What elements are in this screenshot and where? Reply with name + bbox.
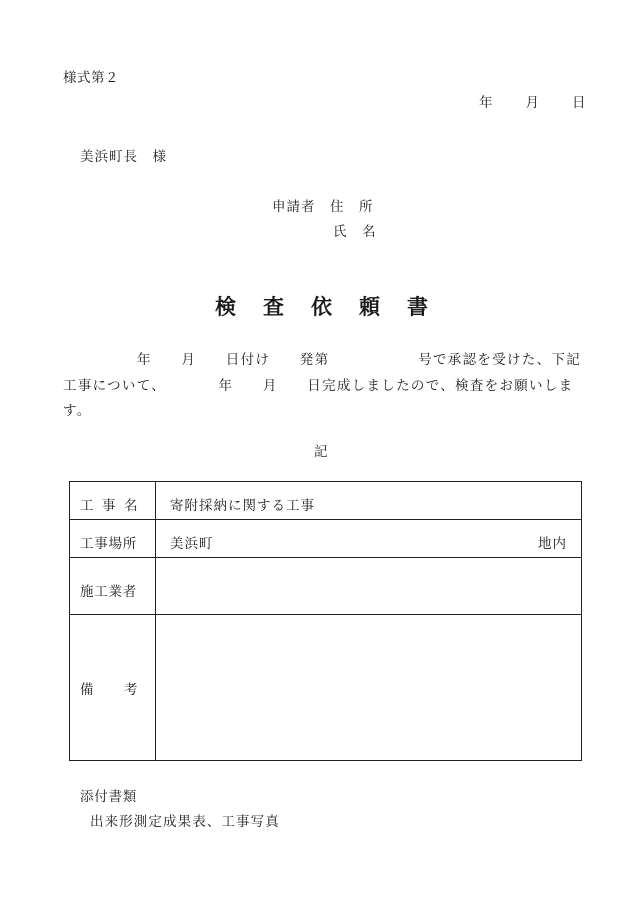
table-label-cell	[70, 482, 156, 520]
contractor-value-cell	[156, 558, 581, 615]
attachments-items: 出来形測定成果表、工事写真	[90, 814, 280, 830]
attachments-label: 添付書類	[80, 789, 137, 805]
construction-site-suffix: 地内	[538, 536, 567, 552]
remarks-label: 備 考	[80, 682, 135, 698]
applicant-name-label: 氏 名	[333, 224, 377, 240]
body-text-line-2: 工事について、 年 月 日完成しましたので、検査をお願いしま	[63, 378, 574, 394]
table-value-cell	[156, 520, 581, 558]
date-line: 年 月 日	[479, 95, 588, 111]
construction-name-label: 工 事 名	[80, 498, 135, 514]
detail-table	[69, 481, 582, 761]
table-label-cell	[70, 615, 156, 760]
construction-name-value: 寄附採納に関する工事	[170, 498, 315, 514]
body-text-line-3: す。	[63, 403, 92, 419]
table-label-cell	[70, 558, 156, 615]
contractor-label: 施工業者	[80, 583, 137, 600]
construction-site-value: 美浜町	[170, 536, 214, 552]
form-number: 様式第２	[63, 70, 119, 86]
document-title: 検 査 依 頼 書	[215, 294, 431, 319]
applicant-address-label: 申請者 住 所	[272, 199, 374, 215]
remarks-value-cell	[156, 615, 581, 760]
table-label-cell	[70, 520, 156, 558]
note-heading: 記	[314, 444, 328, 460]
table-value-cell	[156, 482, 581, 520]
construction-site-label: 工事場所	[80, 536, 137, 552]
body-text-line-1: 年 月 日付け 発第 号で承認を受けた、下記	[63, 352, 581, 368]
addressee: 美浜町長 様	[80, 149, 167, 165]
